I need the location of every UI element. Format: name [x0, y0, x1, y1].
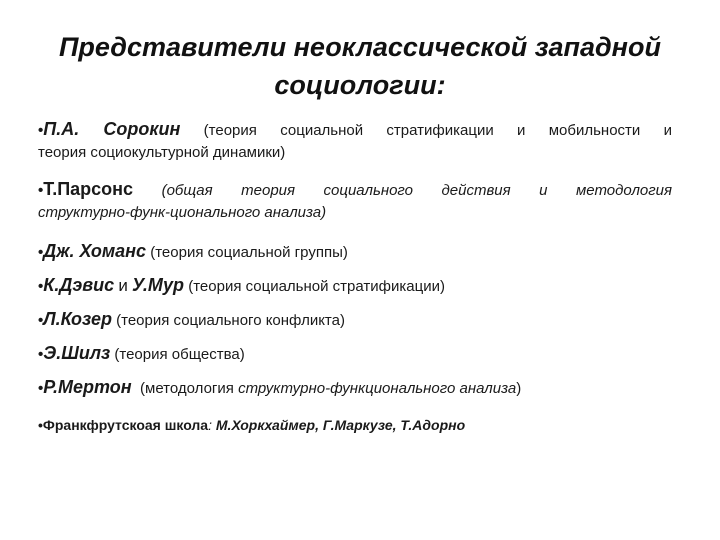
person-name-2: У.Мур [131, 275, 185, 295]
school-members: М.Хоркхаймер, Г.Маркузе, Т.Адорно [215, 417, 466, 433]
bullet-marker: • [38, 182, 44, 199]
item-description: (теория социальной стратификации и мобильности и [203, 122, 672, 139]
person-name-1: К.Дэвис [43, 275, 115, 295]
item-description: (теория социального конфликта) [116, 312, 345, 329]
bullet-list [38, 118, 672, 436]
list-item-frankfurt-school [38, 414, 672, 436]
bullet-marker: • [38, 278, 44, 295]
person-name: Р.Мертон [43, 377, 132, 397]
list-item-shils [38, 342, 672, 366]
bullet-marker: • [38, 244, 44, 261]
list-item-coser [38, 308, 672, 332]
item-description: (теория социальной стратификации) [188, 278, 445, 295]
bullet-marker: • [38, 312, 44, 329]
person-name: Э.Шилз [43, 343, 111, 363]
item-description-continued: структурно-функ-ционального анализа) [38, 204, 327, 221]
list-item-homans [38, 240, 672, 264]
person-name: Дж. Хоманс [43, 241, 147, 261]
item-description-close: ) [516, 380, 522, 397]
list-item-sorokin [38, 118, 672, 164]
item-description: (теория общества) [114, 346, 245, 363]
title-line-2: социологии: [274, 70, 446, 100]
list-item-parsons [38, 178, 672, 224]
item-description-italic: структурно-функционального анализа [238, 380, 517, 397]
person-name: Т.Парсонс [43, 179, 134, 199]
item-description: (теория социальной группы) [150, 244, 348, 261]
person-name: Л.Козер [43, 309, 112, 329]
item-description-continued: теория социокультурной динамики) [38, 144, 286, 161]
person-name: П.А. Сорокин [43, 119, 181, 139]
item-description: (методология [140, 380, 234, 397]
item-description: (общая теория социального действия и методология [161, 182, 672, 199]
list-item-davis-moore [38, 274, 672, 298]
item-line-1 [38, 178, 672, 202]
bullet-marker: • [38, 346, 44, 363]
bullet-marker: • [38, 417, 43, 433]
connector-word: и [118, 276, 128, 295]
list-item-merton [38, 376, 672, 400]
item-line-1 [38, 118, 672, 142]
bullet-marker: • [38, 122, 44, 139]
label-colon: : [208, 417, 212, 433]
school-label: Франкфрутскоая школа [42, 417, 209, 433]
bullet-marker: • [38, 380, 44, 397]
slide-title [30, 28, 690, 104]
title-line-1: Представители неоклассической западной [59, 32, 661, 62]
